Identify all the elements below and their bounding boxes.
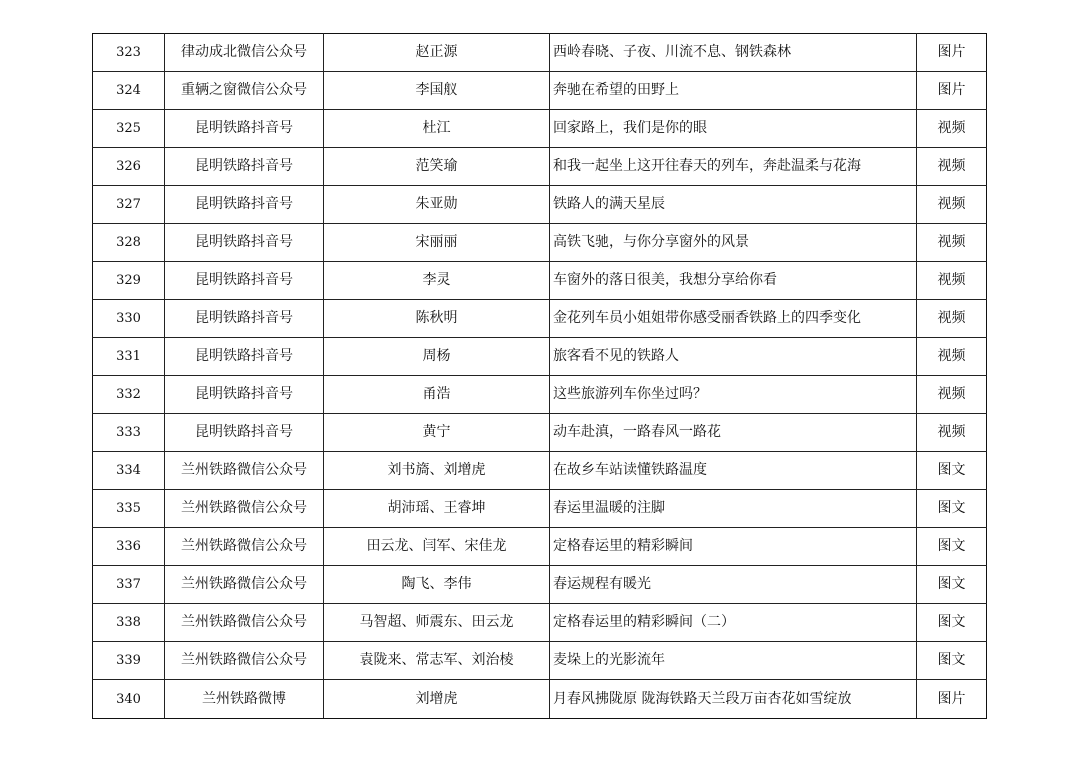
authors-cell: 陈秋明 [324, 300, 550, 338]
type-cell: 视频 [917, 224, 987, 262]
row-number: 340 [93, 680, 165, 719]
title-cell: 金花列车员小姐姐带你感受丽香铁路上的四季变化 [550, 300, 917, 338]
type-cell: 视频 [917, 186, 987, 224]
row-number: 325 [93, 110, 165, 148]
table-row [93, 148, 987, 186]
title-cell: 在故乡车站读懂铁路温度 [550, 452, 917, 490]
authors-cell: 赵正源 [324, 34, 550, 72]
authors-cell: 黄宁 [324, 414, 550, 452]
table-row [93, 490, 987, 528]
type-cell: 视频 [917, 300, 987, 338]
table-row [93, 224, 987, 262]
publisher-cell: 兰州铁路微信公众号 [165, 604, 324, 642]
table-body [93, 34, 987, 719]
title-cell: 和我一起坐上这开往春天的列车，奔赴温柔与花海 [550, 148, 917, 186]
type-cell: 视频 [917, 110, 987, 148]
table-row [93, 72, 987, 110]
publisher-cell: 昆明铁路抖音号 [165, 148, 324, 186]
publisher-cell: 昆明铁路抖音号 [165, 300, 324, 338]
title-cell: 高铁飞驰，与你分享窗外的风景 [550, 224, 917, 262]
table-row [93, 338, 987, 376]
table-row [93, 262, 987, 300]
authors-cell: 范笑瑜 [324, 148, 550, 186]
authors-cell: 杜江 [324, 110, 550, 148]
authors-cell: 周杨 [324, 338, 550, 376]
type-cell: 视频 [917, 262, 987, 300]
publisher-cell: 兰州铁路微信公众号 [165, 566, 324, 604]
publisher-cell: 律动成北微信公众号 [165, 34, 324, 72]
title-cell: 定格春运里的精彩瞬间（二） [550, 604, 917, 642]
authors-cell: 马智超、师震东、田云龙 [324, 604, 550, 642]
row-number: 332 [93, 376, 165, 414]
row-number: 324 [93, 72, 165, 110]
authors-cell: 李灵 [324, 262, 550, 300]
title-cell: 麦垛上的光影流年 [550, 642, 917, 680]
title-cell: 春运里温暖的注脚 [550, 490, 917, 528]
publisher-cell: 昆明铁路抖音号 [165, 376, 324, 414]
authors-cell: 刘书旖、刘增虎 [324, 452, 550, 490]
type-cell: 图文 [917, 528, 987, 566]
authors-cell: 胡沛瑶、王睿坤 [324, 490, 550, 528]
publisher-cell: 兰州铁路微信公众号 [165, 490, 324, 528]
type-cell: 视频 [917, 414, 987, 452]
row-number: 334 [93, 452, 165, 490]
title-cell: 月春风拂陇原 陇海铁路天兰段万亩杏花如雪绽放 [550, 680, 917, 719]
row-number: 331 [93, 338, 165, 376]
type-cell: 视频 [917, 148, 987, 186]
title-cell: 旅客看不见的铁路人 [550, 338, 917, 376]
publisher-cell: 昆明铁路抖音号 [165, 224, 324, 262]
table-row [93, 528, 987, 566]
row-number: 335 [93, 490, 165, 528]
table-row [93, 604, 987, 642]
table-row [93, 452, 987, 490]
table-row [93, 300, 987, 338]
row-number: 330 [93, 300, 165, 338]
authors-cell: 陶飞、李伟 [324, 566, 550, 604]
row-number: 339 [93, 642, 165, 680]
row-number: 337 [93, 566, 165, 604]
table-row [93, 642, 987, 680]
title-cell: 车窗外的落日很美，我想分享给你看 [550, 262, 917, 300]
title-cell: 这些旅游列车你坐过吗？ [550, 376, 917, 414]
type-cell: 图文 [917, 452, 987, 490]
type-cell: 图片 [917, 72, 987, 110]
publisher-cell: 重辆之窗微信公众号 [165, 72, 324, 110]
type-cell: 图文 [917, 642, 987, 680]
authors-cell: 朱亚勋 [324, 186, 550, 224]
publisher-cell: 兰州铁路微信公众号 [165, 642, 324, 680]
type-cell: 图文 [917, 490, 987, 528]
authors-cell: 田云龙、闫军、宋佳龙 [324, 528, 550, 566]
type-cell: 图片 [917, 34, 987, 72]
type-cell: 图片 [917, 680, 987, 719]
authors-cell: 刘增虎 [324, 680, 550, 719]
table-row [93, 566, 987, 604]
table-row [93, 186, 987, 224]
table-row [93, 414, 987, 452]
type-cell: 图文 [917, 566, 987, 604]
publisher-cell: 兰州铁路微信公众号 [165, 452, 324, 490]
table-row [93, 376, 987, 414]
title-cell: 定格春运里的精彩瞬间 [550, 528, 917, 566]
title-cell: 动车赴滇，一路春风一路花 [550, 414, 917, 452]
authors-cell: 甬浩 [324, 376, 550, 414]
type-cell: 视频 [917, 376, 987, 414]
title-cell: 回家路上，我们是你的眼 [550, 110, 917, 148]
row-number: 338 [93, 604, 165, 642]
authors-cell: 宋丽丽 [324, 224, 550, 262]
type-cell: 视频 [917, 338, 987, 376]
row-number: 333 [93, 414, 165, 452]
publisher-cell: 昆明铁路抖音号 [165, 414, 324, 452]
publisher-cell: 兰州铁路微博 [165, 680, 324, 719]
publisher-cell: 昆明铁路抖音号 [165, 186, 324, 224]
publisher-cell: 昆明铁路抖音号 [165, 262, 324, 300]
title-cell: 铁路人的满天星辰 [550, 186, 917, 224]
table-row [93, 110, 987, 148]
title-cell: 春运规程有暖光 [550, 566, 917, 604]
title-cell: 西岭春晓、子夜、川流不息、钢铁森林 [550, 34, 917, 72]
publisher-cell: 兰州铁路微信公众号 [165, 528, 324, 566]
row-number: 329 [93, 262, 165, 300]
row-number: 323 [93, 34, 165, 72]
row-number: 327 [93, 186, 165, 224]
title-cell: 奔驰在希望的田野上 [550, 72, 917, 110]
table-row [93, 680, 987, 719]
row-number: 336 [93, 528, 165, 566]
row-number: 326 [93, 148, 165, 186]
works-table [92, 33, 987, 719]
publisher-cell: 昆明铁路抖音号 [165, 110, 324, 148]
authors-cell: 袁陇来、常志军、刘治棱 [324, 642, 550, 680]
authors-cell: 李国舣 [324, 72, 550, 110]
row-number: 328 [93, 224, 165, 262]
type-cell: 图文 [917, 604, 987, 642]
table-row [93, 34, 987, 72]
publisher-cell: 昆明铁路抖音号 [165, 338, 324, 376]
